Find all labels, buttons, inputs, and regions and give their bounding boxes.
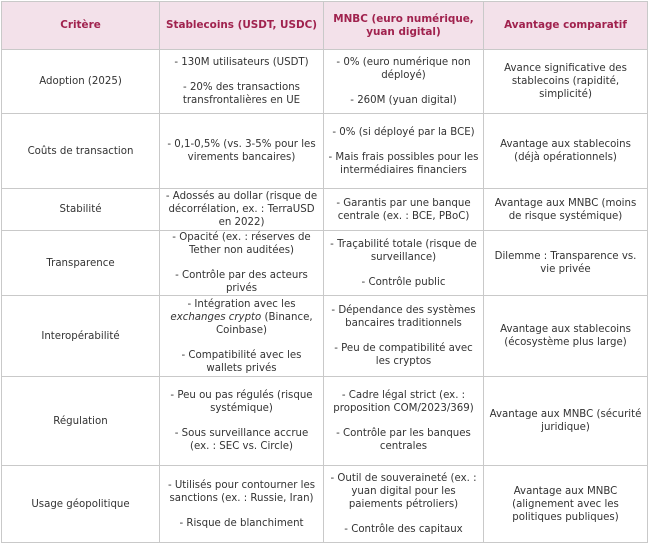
table-row — [2, 231, 648, 296]
row-mnbc — [324, 231, 484, 296]
row-critere: Régulation — [2, 377, 160, 466]
row-avantage: Avantage aux MNBC (moins de risque systémique) — [484, 189, 648, 231]
row-stablecoins — [160, 466, 324, 543]
row-critere: Adoption (2025) — [2, 50, 160, 114]
cell-line: - Contrôle des capitaux — [344, 524, 463, 535]
row-stablecoins — [160, 114, 324, 189]
cell-line: - Mais frais possibles pour les intermédiaires financiers — [328, 151, 479, 176]
cell-line — [164, 298, 319, 337]
cell-line: - Adossés au dollar (risque de décorrélation, ex. : TerraUSD en 2022) — [165, 191, 318, 228]
cell-line: - Cadre légal strict (ex. : proposition COM/2023/369) — [333, 390, 474, 414]
row-stablecoins — [160, 231, 324, 296]
row-avantage: Avantage aux MNBC (sécurité juridique) — [484, 377, 648, 466]
row-critere: Usage géopolitique — [2, 466, 160, 543]
cell-line: - Contrôle par des acteurs privés — [175, 270, 308, 294]
row-mnbc — [324, 50, 484, 114]
table-row — [2, 114, 648, 189]
row-mnbc — [324, 377, 484, 466]
row-avantage: Avantage aux stablecoins (déjà opérationnels) — [484, 114, 648, 189]
cell-line: - 0,1-0,5% (vs. 3-5% pour les virements bancaires) — [167, 139, 316, 163]
cell-line: - Utilisés pour contourner les sanctions (ex. : Russie, Iran) — [167, 479, 316, 504]
cell-line: - Contrôle public — [361, 276, 446, 288]
cell-line: - Risque de blanchiment — [179, 517, 304, 529]
cell-line: - 0% (euro numérique non déployé) — [336, 57, 471, 81]
table-row — [2, 189, 648, 231]
row-avantage: Avantage aux MNBC (alignement avec les politiques publiques) — [484, 466, 648, 543]
row-stablecoins — [160, 377, 324, 466]
header-avantage: Avantage comparatif — [484, 2, 648, 50]
header-mnbc: MNBC (euro numérique, yuan digital) — [324, 2, 484, 50]
row-critere: Transparence — [2, 231, 160, 296]
row-stablecoins — [160, 296, 324, 377]
row-critere: Interopérabilité — [2, 296, 160, 377]
comparison-table — [1, 1, 648, 543]
row-avantage: Dilemme : Transparence vs. vie privée — [484, 231, 648, 296]
cell-line: - 0% (si déployé par la BCE) — [332, 126, 475, 138]
cell-text-italic: exchanges crypto — [170, 311, 262, 323]
cell-line: - 20% des transactions transfrontalières en UE — [182, 82, 301, 106]
row-stablecoins — [160, 189, 324, 231]
cell-line: - 130M utilisateurs (USDT) — [174, 57, 309, 68]
table-row — [2, 50, 648, 114]
cell-line: - Peu de compatibilité avec les cryptos — [334, 343, 473, 367]
cell-line: - Dépendance des systèmes bancaires traditionnels — [331, 305, 476, 329]
table-row — [2, 377, 648, 466]
cell-text: (Binance, Coinbase) — [216, 311, 313, 336]
cell-line: - Garantis par une banque centrale (ex. : BCE, PBoC) — [336, 197, 471, 222]
cell-line: - Contrôle par les banques centrales — [336, 428, 471, 452]
cell-line: - Sous surveillance accrue (ex. : SEC vs. Circle) — [174, 428, 309, 452]
header-row — [2, 2, 648, 50]
header-critere: Critère — [2, 2, 160, 50]
row-mnbc — [324, 296, 484, 377]
row-mnbc — [324, 466, 484, 543]
row-avantage: Avance significative des stablecoins (rapidité, simplicité) — [484, 50, 648, 114]
cell-line: - 260M (yuan digital) — [350, 95, 457, 106]
row-critere: Coûts de transaction — [2, 114, 160, 189]
cell-line: - Outil de souveraineté (ex. : yuan digital pour les paiements pétroliers) — [330, 473, 477, 510]
cell-text: - Intégration avec les — [187, 298, 296, 310]
row-avantage: Avantage aux stablecoins (écosystème plus large) — [484, 296, 648, 377]
cell-line: - Compatibilité avec les wallets privés — [181, 349, 302, 374]
cell-line: - Traçabilité totale (risque de surveillance) — [330, 238, 477, 263]
row-mnbc — [324, 114, 484, 189]
header-stablecoins: Stablecoins (USDT, USDC) — [160, 2, 324, 50]
cell-line: - Peu ou pas régulés (risque systémique) — [170, 390, 313, 414]
table-row — [2, 296, 648, 377]
row-critere: Stabilité — [2, 189, 160, 231]
row-mnbc — [324, 189, 484, 231]
row-stablecoins — [160, 50, 324, 114]
table-row — [2, 466, 648, 543]
cell-line: - Opacité (ex. : réserves de Tether non auditées) — [172, 232, 311, 256]
